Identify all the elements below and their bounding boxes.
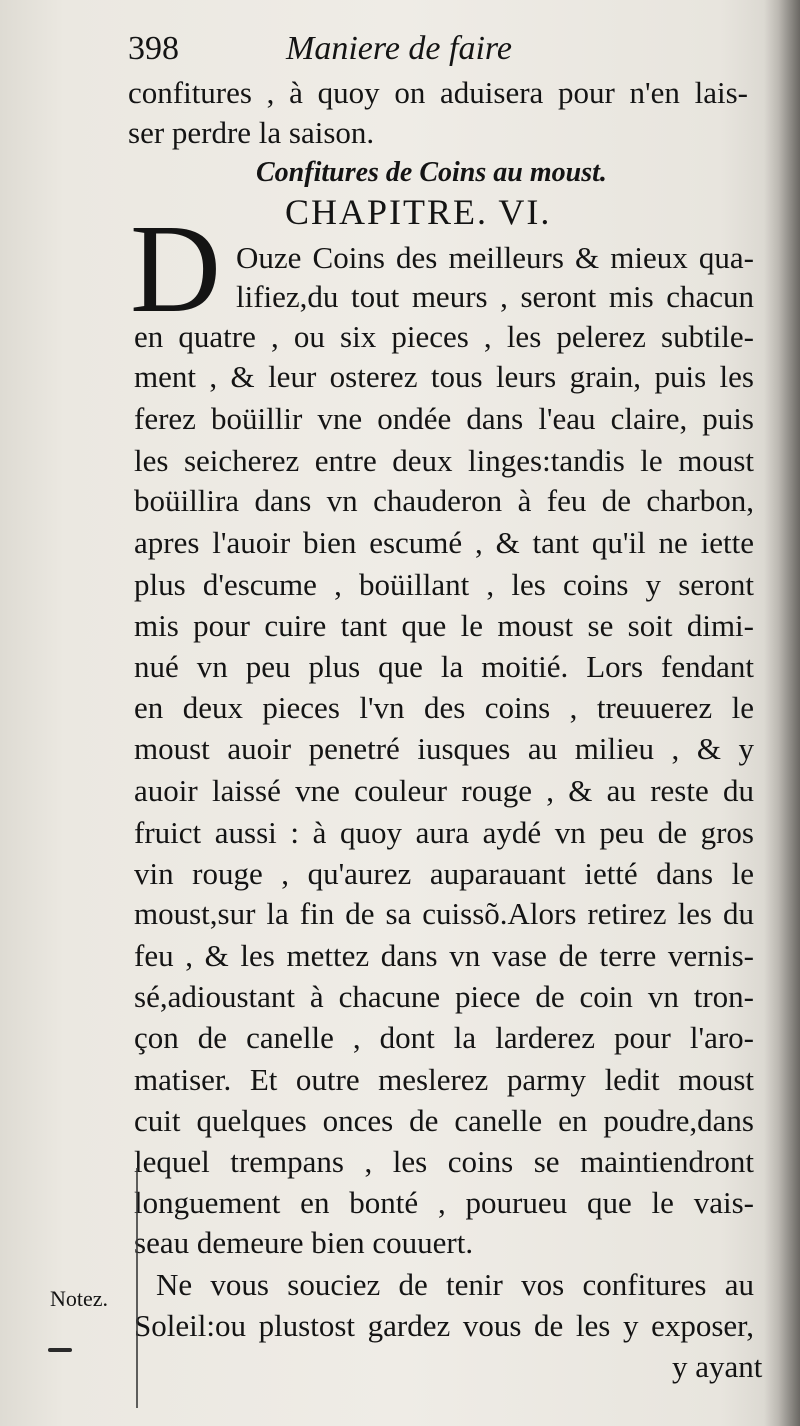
margin-note: Notez. <box>50 1286 109 1311</box>
text-line: lequel trempans , les coins se maintiendront <box>134 1144 754 1179</box>
text-line: boüillira dans vn chauderon à feu de charbon, <box>134 483 754 518</box>
text-line: sé,adioustant à chacune piece de coin vn tron- <box>134 979 754 1014</box>
text-line: lifiez,du tout meurs , seront mis chacun <box>236 279 754 314</box>
text-line: longuement en bonté , pourueu que le vais- <box>134 1185 754 1220</box>
page-number: 398 <box>128 30 179 67</box>
text-line: Soleil:ou plustost gardez vous de les y exposer, <box>134 1308 754 1343</box>
running-title: Maniere de faire <box>286 30 512 67</box>
text-line: en deux pieces l'vn des coins , treuuerez le <box>134 690 754 725</box>
text-line: moust auoir penetré iusques au milieu , & y <box>134 731 754 766</box>
margin-bracket <box>136 1168 146 1408</box>
text-line: ment , & leur osterez tous leurs grain, puis les <box>134 359 754 394</box>
text-line: cuit quelques onces de canelle en poudre,dans <box>134 1103 754 1138</box>
text-line: vin rouge , qu'aurez auparauant ietté dans le <box>134 856 754 891</box>
text-line: en quatre , ou six pieces , les pelerez subtile- <box>134 319 754 354</box>
text-line: confitures , à quoy on aduisera pour n'en lais- <box>128 75 748 110</box>
text-line: ferez boüillir vne ondée dans l'eau claire, puis <box>134 401 754 436</box>
text-line: seau demeure bien couuert. <box>134 1225 474 1260</box>
text-line: auoir laissé vne couleur rouge , & au reste du <box>134 773 754 808</box>
text-line: matiser. Et outre meslerez parmy ledit moust <box>134 1062 754 1097</box>
page-header <box>128 26 748 72</box>
text-line: fruict aussi : à quoy aura aydé vn peu de gros <box>134 815 754 850</box>
text-line: mis pour cuire tant que le moust se soit dimi- <box>134 608 754 643</box>
text-line: plus d'escume , boüillant , les coins y seront <box>134 567 754 602</box>
chapter-heading: CHAPITRE. VI. <box>285 192 552 232</box>
section-title: Confitures de Coins au moust. <box>256 157 607 188</box>
text-line: çon de canelle , dont la larderez pour l'aro- <box>134 1020 754 1055</box>
text-line: nué vn peu plus que la moitié. Lors fendant <box>134 649 754 684</box>
margin-mark <box>48 1348 72 1352</box>
text-line: Ouze Coins des meilleurs & mieux qua- <box>236 240 754 275</box>
text-line: apres l'auoir bien escumé , & tant qu'il ne iette <box>134 525 754 560</box>
text-line: ser perdre la saison. <box>128 115 375 150</box>
text-line: feu , & les mettez dans vn vase de terre vernis- <box>134 938 754 973</box>
text-line: Ne vous souciez de tenir vos confitures au <box>156 1267 754 1302</box>
text-line: moust,sur la fin de sa cuissõ.Alors retirez les du <box>134 896 754 931</box>
drop-cap: D <box>130 200 221 339</box>
page-gutter-shadow <box>764 0 800 1426</box>
catchword: y ayant <box>672 1349 763 1384</box>
text-line: les seicherez entre deux linges:tandis le moust <box>134 443 754 478</box>
